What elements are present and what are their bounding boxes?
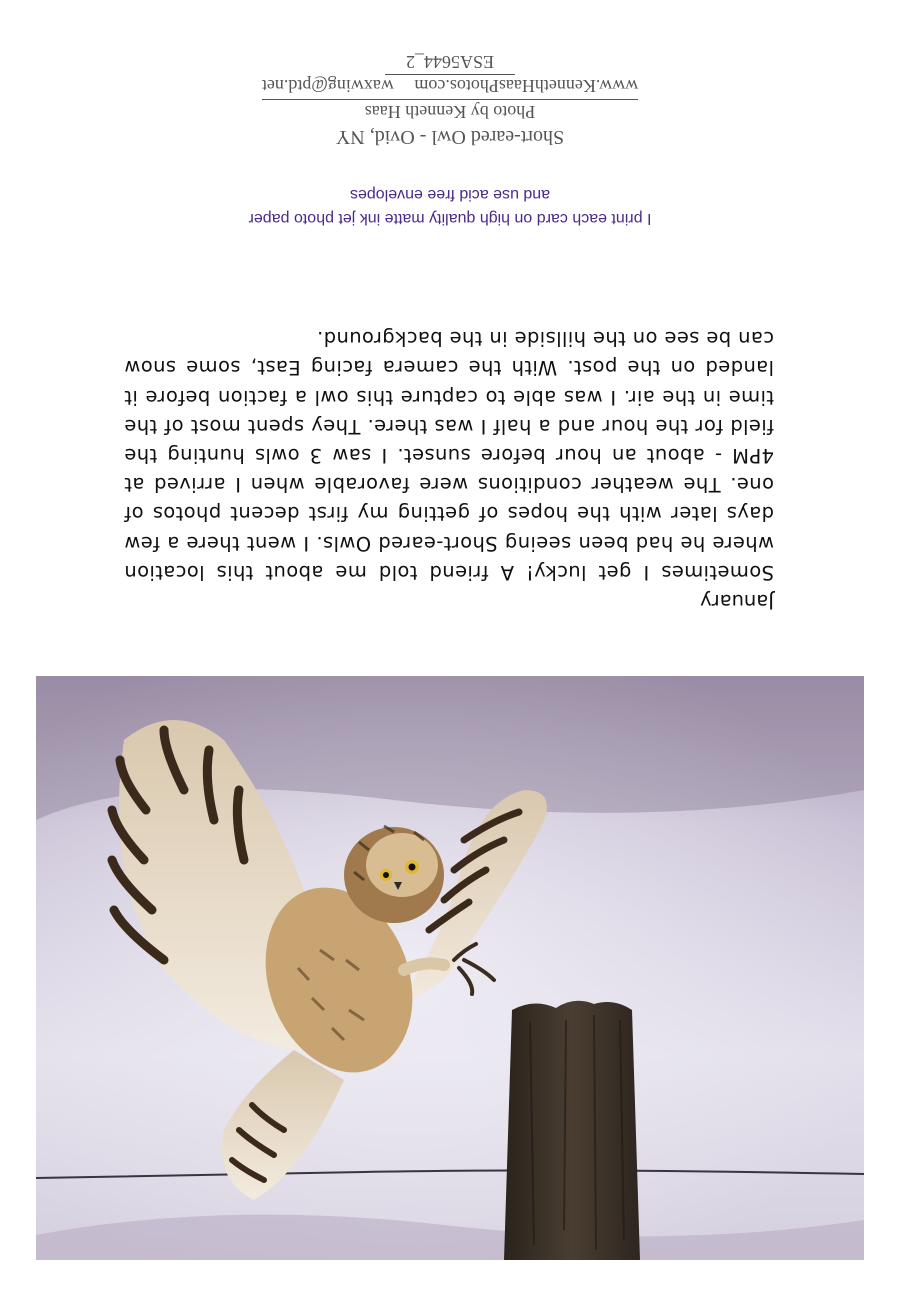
paper-note-line-1: I print each card on high quality matte ink jet photo paper [248,210,652,227]
email-link[interactable]: waxwing@ptd.net [261,76,394,96]
image-code: ESA5644_2 [385,51,515,75]
photo-title: Short-eared Owl - Ovid, NY [335,126,565,148]
owl-photo [36,676,864,1260]
owl-photo-illustration [36,676,864,1260]
story-section [124,324,774,616]
contact-line [262,75,638,100]
photo-byline: Photo by Kenneth Haas [364,102,536,122]
paper-note [150,182,750,230]
photo-credits [200,51,700,150]
website-link[interactable]: www.KennethHaasPhotos.com [414,76,639,96]
paper-note-line-2: and use acid free envelopes [349,186,551,203]
story-text: Sometimes I get lucky! A friend told me about this location where he had been seeing Short-eared Owls. I went there a few days later with the hopes of getting my first decent photos of one. The weather conditions were favorable when I arrived at 4PM - about an hour before sunset. I saw 3 owls hunting the field for the hour and a half I was there. They spent most of the time in the air. I was able to capture this owl a faction before it landed on the post. With the camera facing East, some snow can be see on the hillside in the background. [124,327,774,584]
story-month: January [700,590,774,613]
